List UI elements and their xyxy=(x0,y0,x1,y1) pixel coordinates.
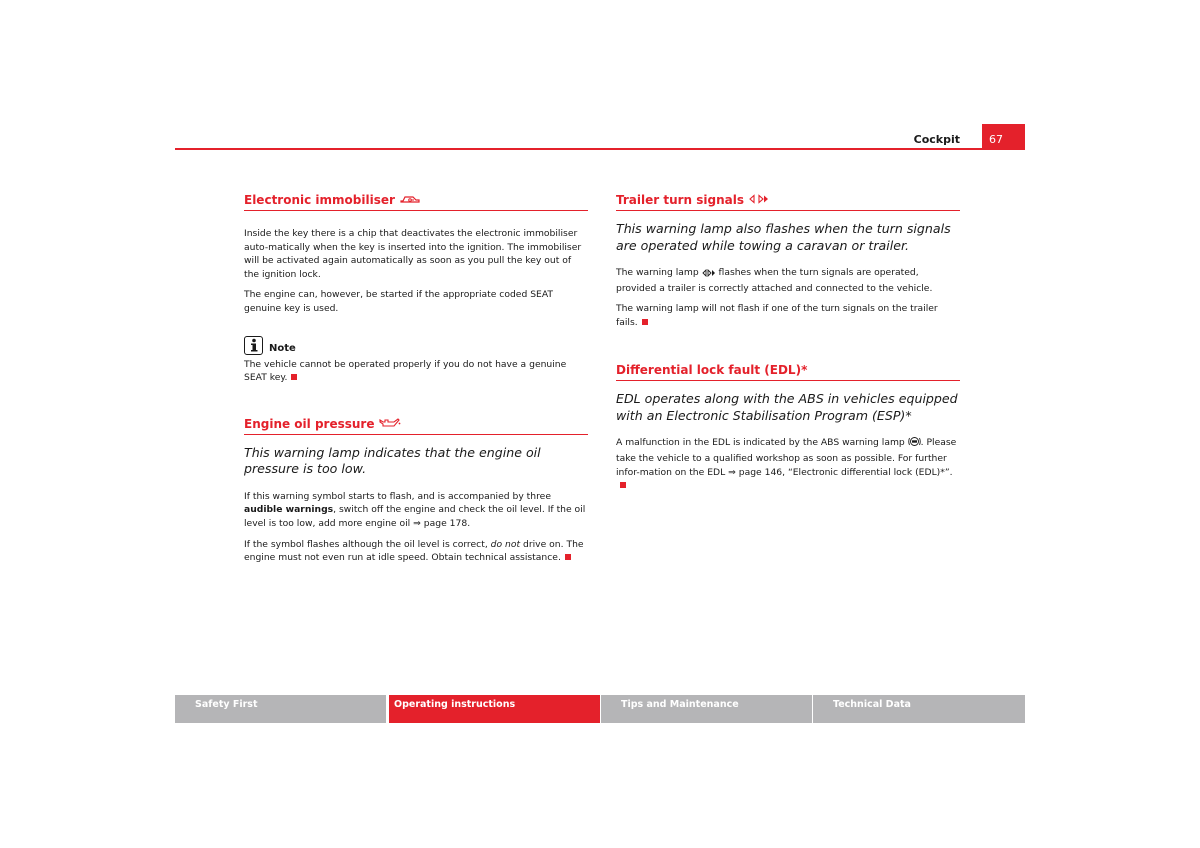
note-text: The vehicle cannot be operated properly if you do not have a genuine SEAT key. xyxy=(244,358,567,384)
section-engine-oil-pressure xyxy=(244,417,588,565)
trailer-paragraph-2: The warning lamp will not flash if one of the turn signals on the trailer fails. xyxy=(616,303,938,328)
footer-tab-operating-instructions[interactable]: Operating instructions xyxy=(389,695,600,723)
oil-lead: This warning lamp indicates that the engine oil pressure is too low. xyxy=(244,444,541,477)
trailer-lead: This warning lamp also flashes when the turn signals are operated while towing a caravan or trailer. xyxy=(616,221,951,253)
heading-text: Engine oil pressure xyxy=(244,416,375,431)
section-heading-oil xyxy=(244,417,588,435)
oil-paragraph-2: If the symbol flashes although the oil level is correct, do not drive on. The engine must not even run at idle speed. Obtain technical assistance. xyxy=(244,538,584,564)
footer-tab-safety-first[interactable]: Safety First xyxy=(175,695,386,723)
end-mark xyxy=(620,482,626,488)
right-column xyxy=(616,193,960,500)
end-mark xyxy=(291,374,297,380)
section-differential-lock-fault xyxy=(616,363,960,492)
note-label: Note xyxy=(269,342,296,354)
footer-tab-technical-data[interactable]: Technical Data xyxy=(813,695,1025,723)
abs-warning-icon xyxy=(908,436,921,452)
end-mark xyxy=(565,554,571,560)
chapter-title: Cockpit xyxy=(913,133,960,146)
trailer-turn-signal-icon xyxy=(702,268,716,282)
heading-text: Electronic immobiliser xyxy=(244,193,395,207)
oil-paragraph-1: If this warning symbol starts to flash, and is accompanied by three audible warnings, switch off the engine and check the oil level. If the oil level is too low, add more engine oil ⇒ page 178. xyxy=(244,490,586,529)
info-icon xyxy=(244,336,263,355)
heading-text: Trailer turn signals xyxy=(616,193,745,207)
header-rule xyxy=(175,148,1025,150)
immobiliser-paragraph-2: The engine can, however, be started if the appropriate coded SEAT genuine key is used. xyxy=(244,289,554,314)
heading-text: Differential lock fault (EDL)* xyxy=(616,363,808,378)
page-reference-link[interactable]: page 146, “Electronic differential lock (EDL)*”. xyxy=(735,466,953,478)
page-number: 67 xyxy=(982,124,1025,149)
footer-tab-tips-and-maintenance[interactable]: Tips and Maintenance xyxy=(601,695,812,723)
immobiliser-paragraph-1: Inside the key there is a chip that deactivates the electronic immobiliser auto-matically when the key is inserted into the ignition. The immobiliser will be activated again automatically as soon as you pull the key out of the ignition lock. xyxy=(244,228,582,280)
edl-paragraph-1: A malfunction in the EDL is indicated by the ABS warning lamp . Please take the vehicle to a qualified workshop as soon as possible. For further infor-mation on the EDL ⇒ page 146, “Electronic differential lock (EDL)*”. xyxy=(616,436,960,492)
trailer-turn-signal-icon xyxy=(749,193,769,208)
section-heading-trailer xyxy=(616,193,960,211)
car-key-icon xyxy=(400,193,420,208)
section-heading-immobiliser xyxy=(244,193,588,211)
section-electronic-immobiliser xyxy=(244,193,588,385)
edl-lead: EDL operates along with the ABS in vehicles equipped with an Electronic Stabilisation Program (ESP)* xyxy=(616,391,958,423)
section-heading-edl xyxy=(616,363,960,381)
oil-can-icon xyxy=(379,417,401,432)
note-block xyxy=(244,336,588,385)
note-header xyxy=(244,336,588,355)
left-column xyxy=(244,193,588,572)
page-reference-link[interactable]: page 178. xyxy=(420,517,471,529)
end-mark xyxy=(642,319,648,325)
trailer-paragraph-1: The warning lamp flashes when the turn signals are operated, provided a trailer is correctly attached and connected to the vehicle. xyxy=(616,267,933,294)
section-trailer-turn-signals xyxy=(616,193,960,329)
